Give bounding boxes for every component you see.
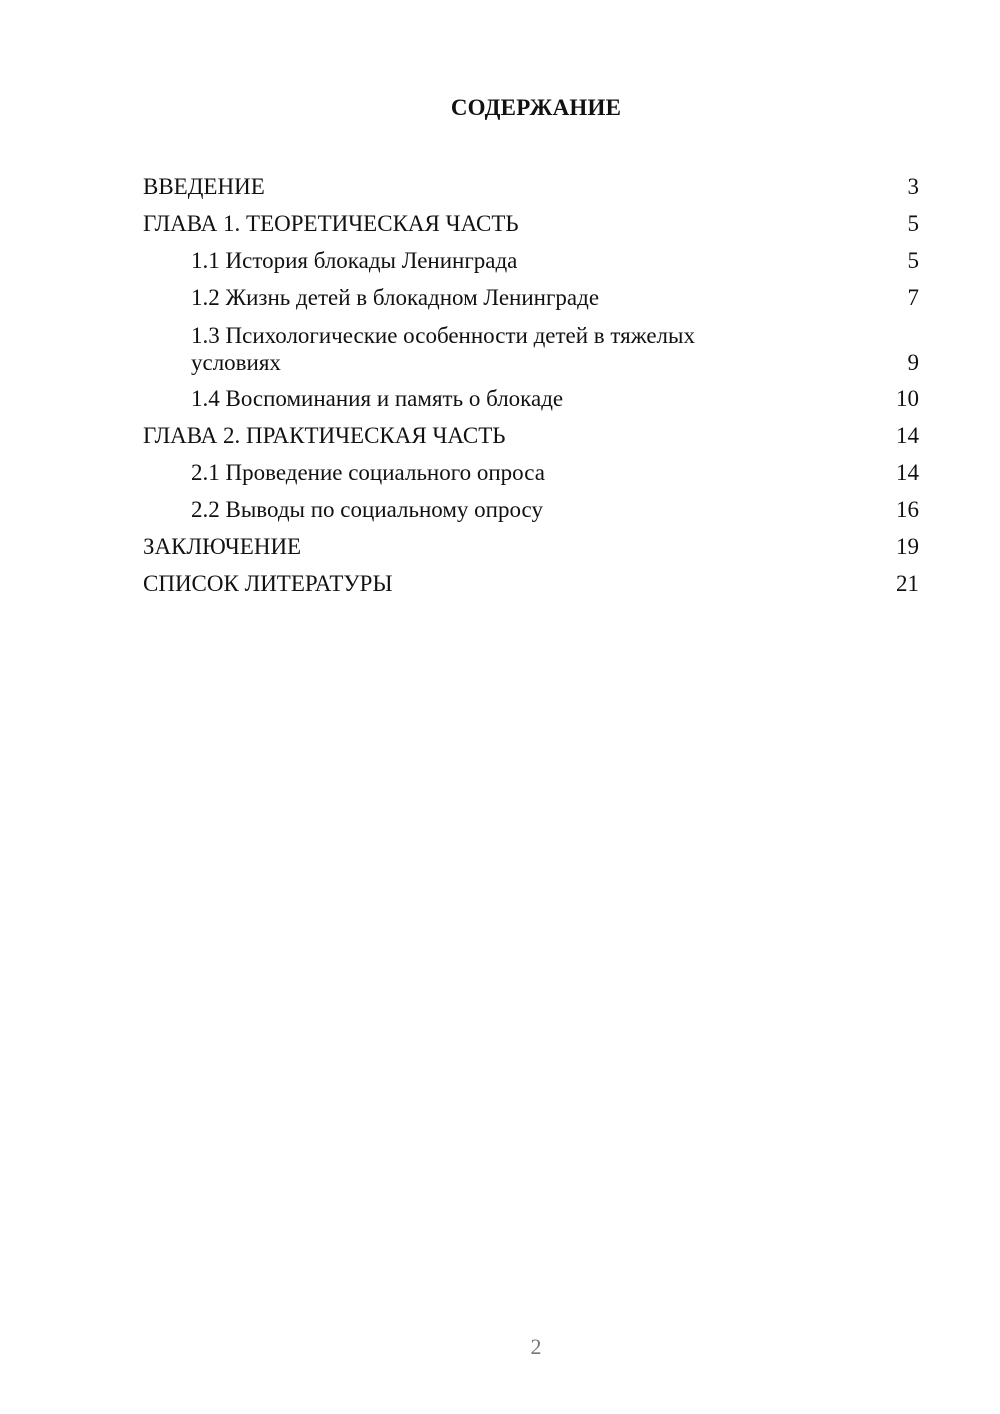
toc-entry-label: ЗАКЛЮЧЕНИЕ: [143, 534, 302, 559]
toc-entry-page: 10: [896, 386, 919, 411]
page-number: 2: [530, 1334, 542, 1359]
toc-entry-1-1: [143, 242, 919, 279]
toc-entry-page: 5: [907, 211, 919, 236]
toc-entry-page: 14: [896, 460, 919, 485]
toc-entry-label: 1.1 История блокады Ленинграда: [191, 248, 518, 273]
toc-entry-conclusion: [143, 528, 919, 565]
toc-entry-label: ВВЕДЕНИЕ: [143, 174, 265, 199]
toc-entry-2-1: [143, 454, 919, 491]
toc-entry-label: 1.4 Воспоминания и память о блокаде: [191, 386, 564, 411]
toc-entry-label: 1.2 Жизнь детей в блокадном Ленинграде: [191, 285, 600, 310]
page-title: СОДЕРЖАНИЕ: [450, 95, 622, 120]
toc-entry-introduction: [143, 168, 919, 205]
toc-entry-page: 21: [896, 571, 919, 596]
toc-entry-label: ГЛАВА 1. ТЕОРЕТИЧЕСКАЯ ЧАСТЬ: [143, 211, 519, 236]
toc-entry-1-4: [143, 380, 919, 417]
toc-entry-references: [143, 565, 919, 602]
toc-entry-page: 5: [907, 248, 919, 273]
table-of-contents: [143, 168, 919, 602]
toc-entry-label: 1.3 Психологические особенности детей в тяжелых условиях: [191, 323, 695, 375]
toc-entry-1-2: [143, 279, 919, 316]
toc-entry-1-3: [143, 316, 919, 380]
toc-entry-page: 14: [896, 423, 919, 448]
toc-entry-page: 7: [907, 285, 919, 310]
toc-entry-chapter-1: [143, 205, 919, 242]
toc-entry-label: СПИСОК ЛИТЕРАТУРЫ: [143, 571, 393, 596]
toc-entry-page: 3: [907, 174, 919, 199]
toc-entry-page: 19: [896, 534, 919, 559]
toc-entry-chapter-2: [143, 417, 919, 454]
toc-entry-label: 2.2 Выводы по социальному опросу: [191, 497, 543, 522]
toc-entry-page: 16: [896, 497, 919, 522]
toc-entry-2-2: [143, 491, 919, 528]
toc-entry-label: ГЛАВА 2. ПРАКТИЧЕСКАЯ ЧАСТЬ: [143, 423, 506, 448]
toc-entry-label: 2.1 Проведение социального опроса: [191, 460, 545, 485]
toc-entry-page: 9: [907, 350, 919, 375]
